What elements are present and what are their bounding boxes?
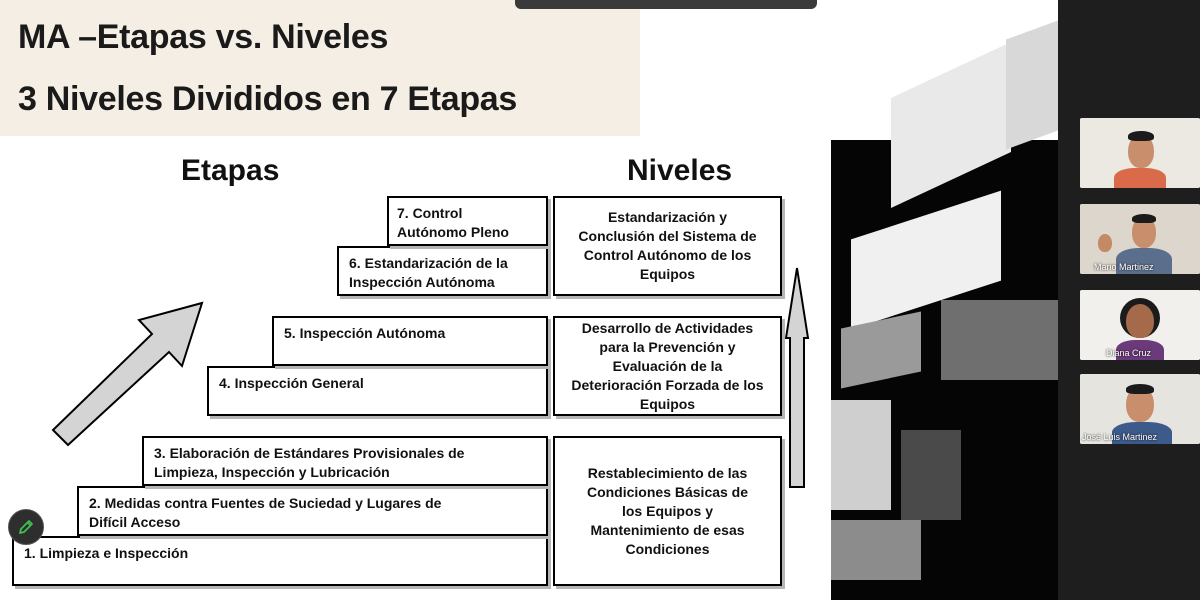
stage-label: 3. Elaboración de Estándares Provisionales de Limpieza, Inspección y Lubricación [154,445,465,480]
building-photo [831,0,1058,600]
meeting-top-bar[interactable] [515,0,817,9]
etapas-heading: Etapas [181,154,280,187]
participant-name: Diana Cruz [1106,348,1152,358]
annotate-pen-button[interactable] [8,509,44,545]
slide-subtitle: 3 Niveles Divididos en 7 Etapas [18,80,518,118]
stage-box-4 [207,366,548,416]
slide-title: MA –Etapas vs. Niveles [18,18,389,56]
stage-label: 1. Limpieza e Inspección [24,545,189,561]
stage-label: 7. Control Autónomo Pleno [397,205,509,240]
stage-box-6 [337,246,548,296]
participant-tile[interactable] [1080,374,1200,444]
stage-label: 5. Inspección Autónoma [284,325,446,341]
participant-name: Mario Martinez [1094,262,1154,272]
participant-name: José Luis Martinez [1082,432,1158,442]
stage-label: 2. Medidas contra Fuentes de Suciedad y Lugares de Difícil Acceso [89,495,442,530]
stage-box-1 [12,536,548,586]
pencil-icon [17,518,35,536]
stage-box-2 [77,486,548,536]
level-label: Desarrollo de Actividades para la Prevención y Evaluación de la Deterioración Forzada de los Equipos [571,319,764,412]
level-label: Estandarización y Conclusión del Sistema de Control Autónomo de los Equipos [578,209,757,282]
participant-tile[interactable] [1080,118,1200,188]
level-label: Restablecimiento de las Condiciones Básicas de los Equipos y Mantenimiento de esas Condiciones [586,464,749,557]
stage-label: 4. Inspección General [219,375,364,391]
stage-box-5 [272,316,548,366]
stage-box-3 [142,436,548,486]
niveles-heading: Niveles [627,154,733,187]
level-box-3 [553,196,782,296]
participant-tile[interactable] [1080,290,1200,360]
level-box-1 [553,436,782,586]
level-box-2 [553,316,782,416]
stage-box-7 [387,196,548,246]
participants-panel [1058,0,1200,600]
stage-label: 6. Estandarización de la Inspección Autónoma [349,255,508,290]
participant-tile[interactable] [1080,204,1200,274]
